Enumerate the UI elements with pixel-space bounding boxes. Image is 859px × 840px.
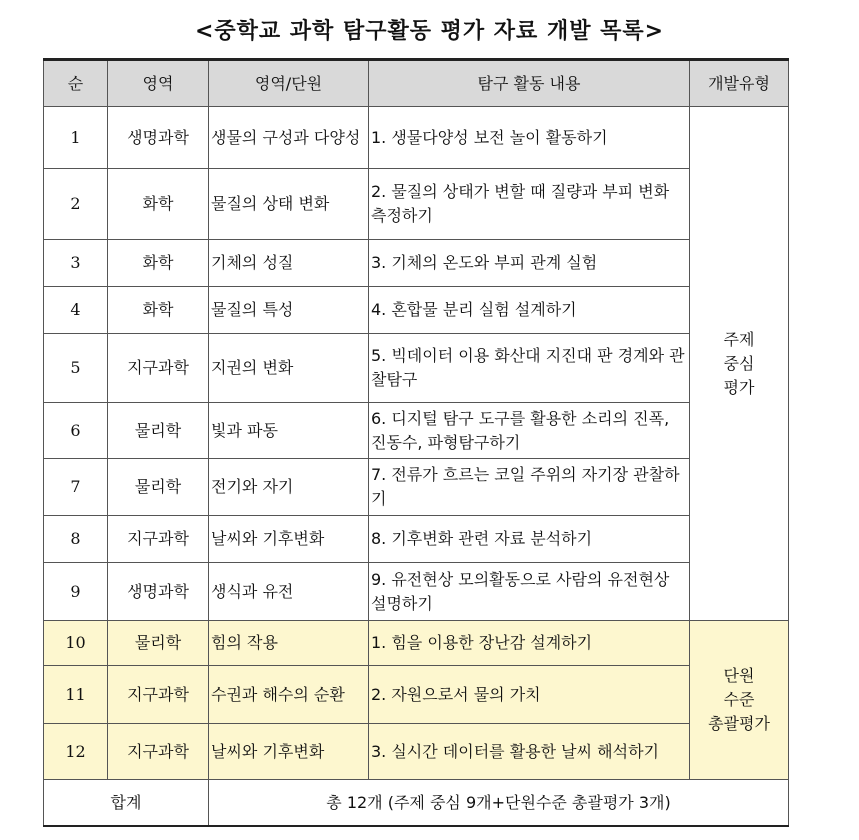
row-no: 2	[44, 169, 108, 240]
type-unit-line: 총괄평가	[708, 714, 770, 733]
row-no: 6	[44, 403, 108, 459]
row-unit: 생물의 구성과 다양성	[209, 107, 369, 169]
table-row	[44, 724, 789, 780]
row-no: 5	[44, 334, 108, 403]
type-theme-line: 평가	[723, 377, 755, 397]
row-content: 1. 생물다양성 보전 놀이 활동하기	[369, 107, 690, 169]
header-unit: 영역/단원	[209, 60, 369, 107]
page-title: <중학교 과학 탐구활동 평가 자료 개발 목록>	[194, 19, 665, 44]
development-list-table	[43, 58, 789, 827]
row-unit: 힘의 작용	[209, 621, 369, 666]
header-content: 탐구 활동 내용	[369, 60, 690, 107]
row-unit: 물질의 특성	[209, 287, 369, 334]
table-row	[44, 169, 789, 240]
row-area: 생명과학	[108, 563, 209, 621]
row-no: 12	[44, 724, 108, 780]
row-area: 지구과학	[108, 666, 209, 724]
row-content: 5. 빅데이터 이용 화산대 지진대 판 경계와 관찰탐구	[369, 334, 690, 403]
table-row	[44, 107, 789, 169]
row-unit: 날씨와 기후변화	[209, 724, 369, 780]
row-no: 10	[44, 621, 108, 666]
total-label: 합계	[44, 780, 209, 827]
row-content: 3. 기체의 온도와 부피 관계 실험	[369, 240, 690, 287]
row-content: 9. 유전현상 모의활동으로 사람의 유전현상 설명하기	[369, 563, 690, 621]
row-unit: 지권의 변화	[209, 334, 369, 403]
row-unit: 전기와 자기	[209, 459, 369, 516]
row-no: 7	[44, 459, 108, 516]
header-type: 개발유형	[690, 60, 789, 107]
table-row	[44, 563, 789, 621]
row-no: 1	[44, 107, 108, 169]
row-unit: 수권과 해수의 순환	[209, 666, 369, 724]
table-row	[44, 459, 789, 516]
row-no: 9	[44, 563, 108, 621]
row-no: 11	[44, 666, 108, 724]
row-area: 화학	[108, 287, 209, 334]
type-unit-cell	[690, 621, 789, 780]
table-row	[44, 287, 789, 334]
table-row	[44, 516, 789, 563]
table-row	[44, 403, 789, 459]
row-content: 2. 자원으로서 물의 가치	[369, 666, 690, 724]
row-area: 지구과학	[108, 724, 209, 780]
header-area: 영역	[108, 60, 209, 107]
row-unit: 빛과 파동	[209, 403, 369, 459]
row-unit: 물질의 상태 변화	[209, 169, 369, 240]
row-no: 8	[44, 516, 108, 563]
table-row	[44, 334, 789, 403]
table-row	[44, 240, 789, 287]
row-no: 4	[44, 287, 108, 334]
type-unit-line: 수준	[723, 690, 755, 709]
row-content: 3. 실시간 데이터를 활용한 날씨 해석하기	[369, 724, 690, 780]
row-content: 7. 전류가 흐르는 코일 주위의 자기장 관찰하기	[369, 459, 690, 516]
header-no: 순	[44, 60, 108, 107]
row-area: 생명과학	[108, 107, 209, 169]
row-content: 2. 물질의 상태가 변할 때 질량과 부피 변화 측정하기	[369, 169, 690, 240]
type-theme-cell	[690, 107, 789, 621]
type-theme-line: 중심	[723, 353, 755, 373]
total-value: 총 12개 (주제 중심 9개+단원수준 총괄평가 3개)	[209, 780, 789, 827]
row-area: 지구과학	[108, 516, 209, 563]
type-theme-line: 주제	[723, 329, 755, 349]
row-area: 화학	[108, 240, 209, 287]
row-content: 1. 힘을 이용한 장난감 설계하기	[369, 621, 690, 666]
total-row	[44, 780, 789, 827]
table-row	[44, 666, 789, 724]
row-no: 3	[44, 240, 108, 287]
row-area: 화학	[108, 169, 209, 240]
row-area: 지구과학	[108, 334, 209, 403]
row-unit: 날씨와 기후변화	[209, 516, 369, 563]
row-area: 물리학	[108, 403, 209, 459]
type-unit-line: 단원	[723, 666, 755, 685]
table-row	[44, 621, 789, 666]
table-header-row	[44, 60, 789, 107]
row-area: 물리학	[108, 459, 209, 516]
row-content: 4. 혼합물 분리 실험 설계하기	[369, 287, 690, 334]
row-content: 6. 디지털 탐구 도구를 활용한 소리의 진폭, 진동수, 파형탐구하기	[369, 403, 690, 459]
row-unit: 생식과 유전	[209, 563, 369, 621]
row-unit: 기체의 성질	[209, 240, 369, 287]
row-area: 물리학	[108, 621, 209, 666]
row-content: 8. 기후변화 관련 자료 분석하기	[369, 516, 690, 563]
